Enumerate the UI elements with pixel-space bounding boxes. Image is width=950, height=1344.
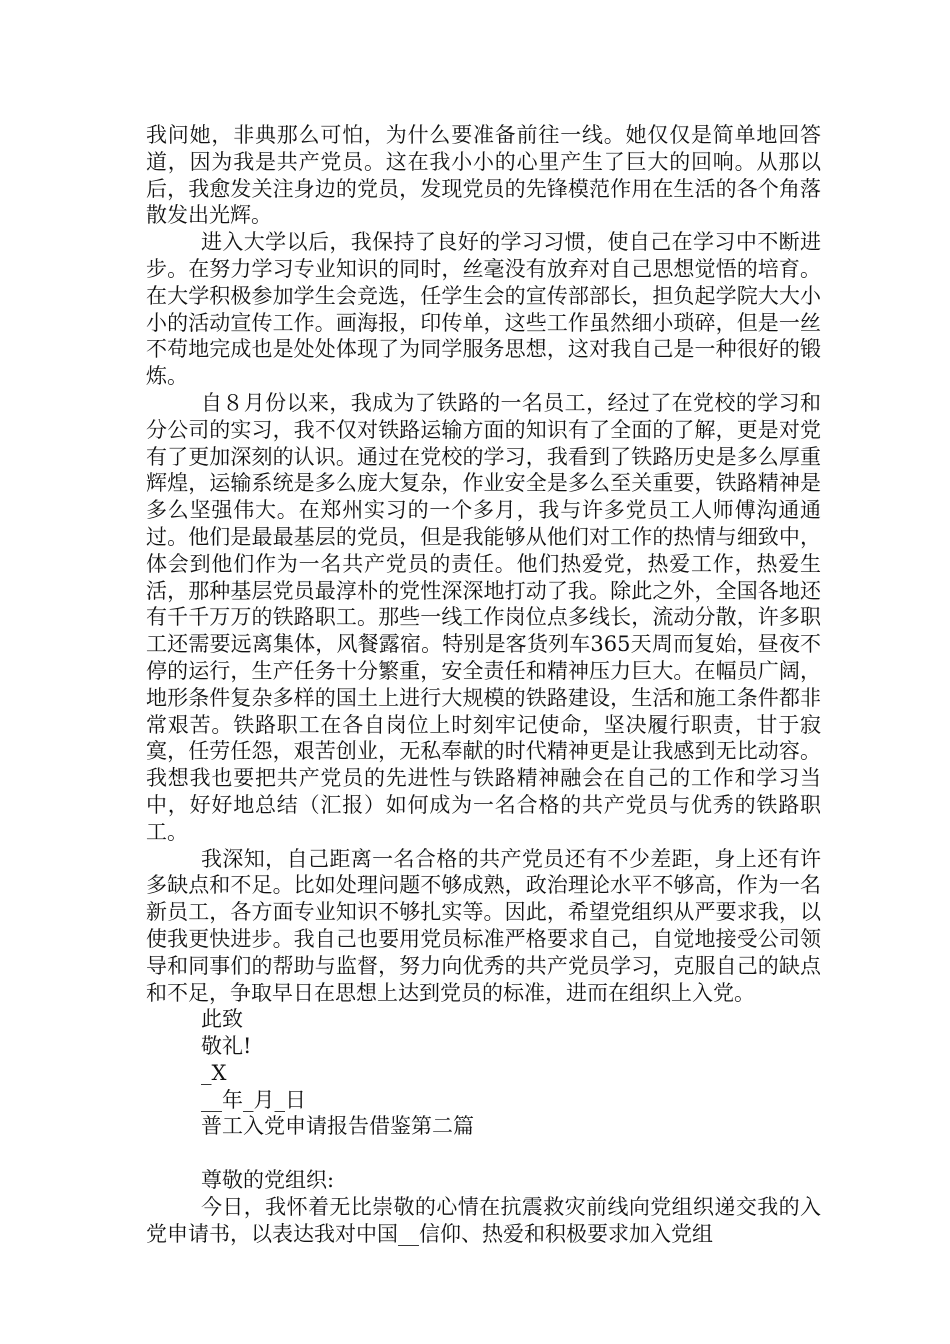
paragraph-3: 自８月份以来，我成为了铁路的一名员工，经过了在党校的学习和分公司的实习，我不仅对铁路运输方面的知识有了全面的了解，更是对党有了更加深刻的认识。通过在党校的学习，我看到了铁路历史是多么厚重辉煌，运输系统是多么庞大复杂，作业安全是多么至关重要，铁路精神是多么坚强伟大。在郑州实习的一个多月，我与许多党员工人师傅沟通通过。他们是最最基层的党员，但是我能够从他们对工作的热情与细致中，体会到他们作为一名共产党员的责任。他们热爱党，热爱工作，热爱生活，那种基层党员最淳朴的党性深深地打动了我。除此之外，全国各地还有千千万万的铁路职工。那些一线工作岗位点多线长，流动分散，许多职工还需要远离集体，风餐露宿。特别是客货列车365天周而复始，昼夜不停的运行，生产任务十分繁重，安全责任和精神压力巨大。在幅员广阔，地形条件复杂多样的国土上进行大规模的铁路建设，生活和施工条件都非常艰苦。铁路职工在各自岗位上时刻牢记使命，坚决履行职责，甘于寂寞，任劳任怨，艰苦创业，无私奉献的时代精神更是让我感到无比动容。我想我也要把共产党员的先进性与铁路精神融会在自己的工作和学习当中，好好地总结（汇报）如何成为一名合格的共产党员与优秀的铁路职工。 <box>146 390 821 844</box>
salutation: 尊敬的党组织: <box>201 1168 335 1193</box>
paragraph-1: 我问她，非典那么可怕，为什么要准备前往一线。她仅仅是简单地回答道，因为我是共产党员。这在我小小的心里产生了巨大的回响。从那以后，我愈发关注身边的党员，发现党员的先锋模范作用在生活的各个角落散发出光辉。 <box>146 123 821 228</box>
section-title: 普工入党申请报告借鉴第二篇 <box>201 1114 474 1139</box>
paragraph-2: 进入大学以后，我保持了良好的学习习惯，使自己在学习中不断进步。在努力学习专业知识的同时，丝毫没有放弃对自己思想觉悟的培育。在大学积极参加学生会竞选，任学生会的宣传部部长，担负起学院大大小小的活动宣传工作。画海报，印传单，这些工作虽然细小琐碎，但是一丝不苟地完成也是处处体现了为同学服务思想，这对我自己是一种很好的锻炼。 <box>146 230 821 389</box>
closing-line-1: 此致 <box>201 1007 243 1032</box>
paragraph-5: 今日，我怀着无比崇敬的心情在抗震救灾前线向党组织递交我的入党申请书，以表达我对中国__信仰、热爱和积极要求加入党组 <box>146 1194 821 1246</box>
signature-line: _X <box>201 1060 227 1085</box>
date-line: __年_月_日 <box>201 1087 306 1112</box>
blank-line <box>146 1140 821 1167</box>
closing-line-2: 敬礼! <box>201 1034 252 1059</box>
paragraph-4: 我深知，自己距离一名合格的共产党员还有不少差距，身上还有许多缺点和不足。比如处理问题不够成熟，政治理论水平不够高，作为一名新员工，各方面专业知识不够扎实等。因此，希望党组织从严要求我，以使我更快进步。我自己也要用党员标准严格要求自己，自觉地接受公司领导和同事们的帮助与监督，努力向优秀的共产党员学习，克服自己的缺点和不足，争取早日在思想上达到党员的标准，进而在组织上入党。 <box>146 846 821 1005</box>
document-page <box>146 122 821 1247</box>
